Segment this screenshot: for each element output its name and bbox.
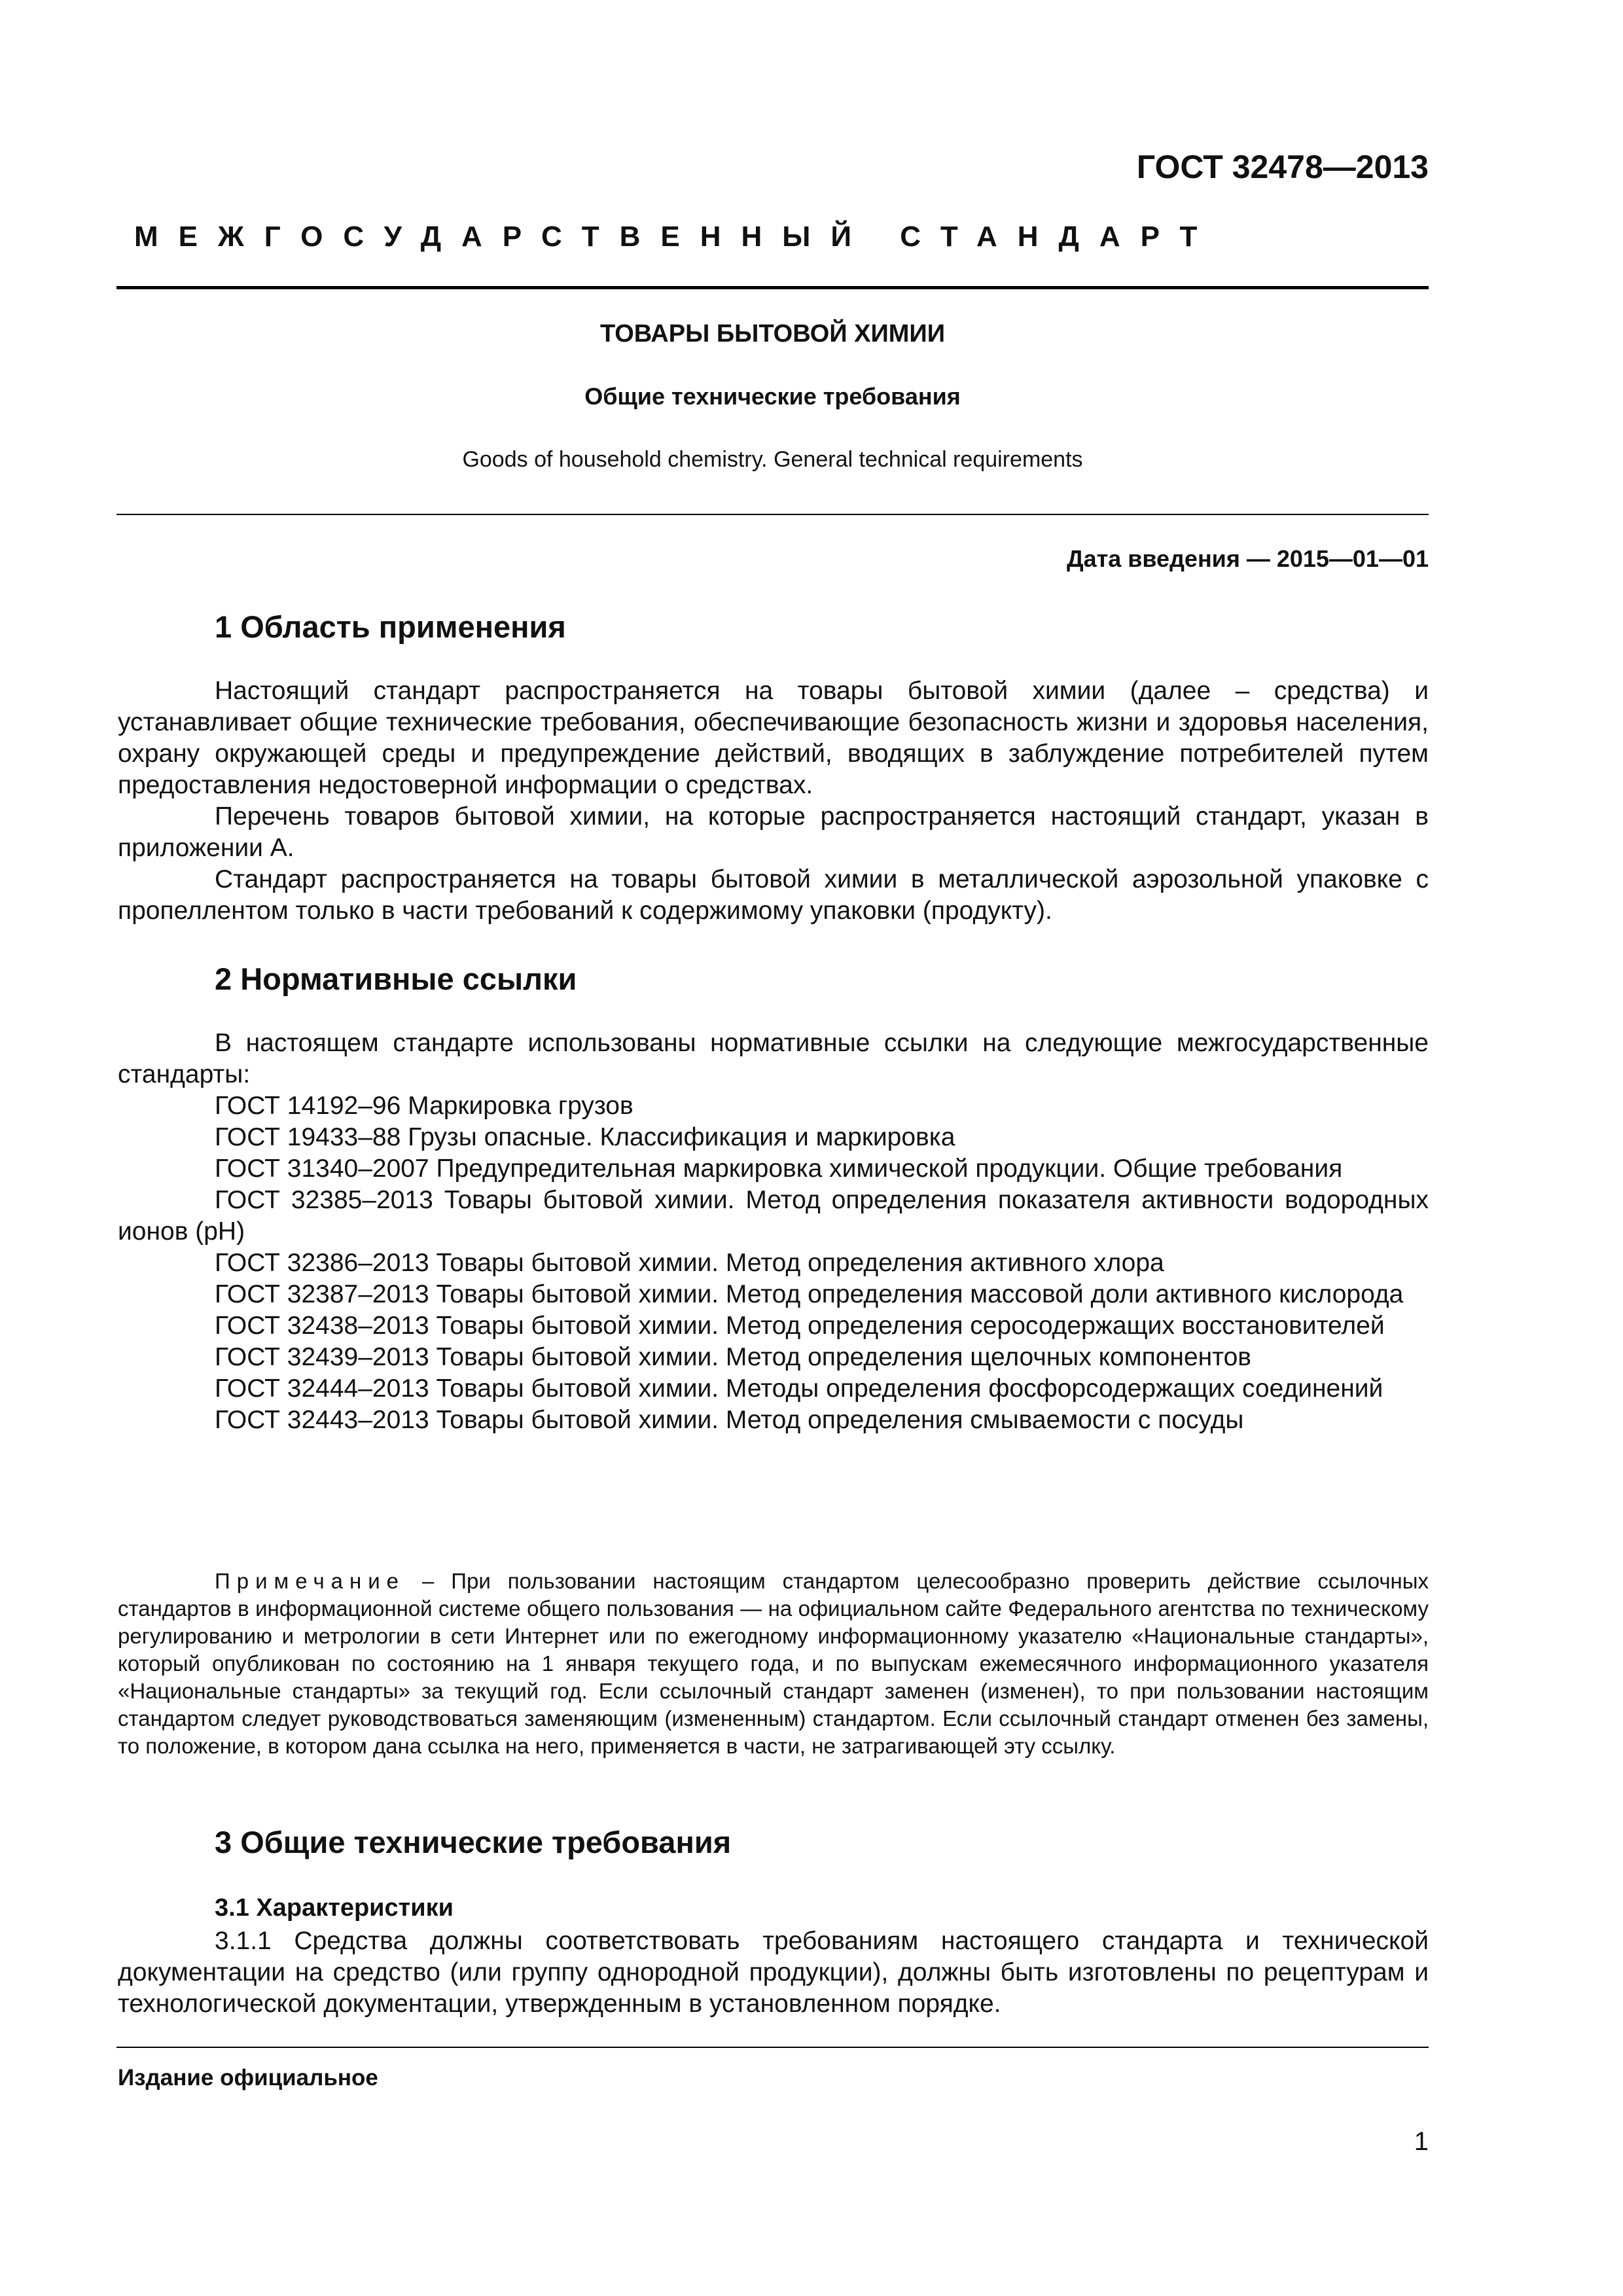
reference-item: ГОСТ 32385–2013 Товары бытовой химии. Метод определения показателя активности водородных ионов (рН) [118,1186,1429,1246]
reference-item: ГОСТ 14192–96 Маркировка грузов [215,1092,633,1120]
introduction-date: Дата введения — 2015—01—01 [1066,545,1429,572]
section-2-body [118,1028,1429,1436]
interstate-standard-label: МЕЖГОСУДАРСТВЕННЫЙ СТАНДАРТ [134,221,1218,253]
header-divider [116,286,1429,289]
section-1-paragraph: Настоящий стандарт распространяется на товары бытовой химии (далее – средства) и устанавливает общие технические требования, обеспечивающие безопасность жизни и здоровья населения, охрану окружающей среды и предупреждение действий, вводящих в заблуждение потребителей путем предоставления недостоверной информации о средствах. [118,677,1429,799]
reference-item: ГОСТ 19433–88 Грузы опасные. Классификация и маркировка [215,1123,955,1151]
reference-item: ГОСТ 32387–2013 Товары бытовой химии. Метод определения массовой доли активного кислорода [215,1280,1404,1308]
section-2-intro: В настоящем стандарте использованы нормативные ссылки на следующие межгосударственные стандарты: [118,1029,1429,1088]
document-title-english: Goods of household chemistry. General technical requirements [462,447,1083,472]
page-number: 1 [1414,2127,1429,2156]
reference-item: ГОСТ 32439–2013 Товары бытовой химии. Метод определения щелочных компонентов [215,1343,1252,1371]
section-1-heading: 1 Область применения [215,609,566,644]
section-3-paragraph: 3.1.1 Средства должны соответствовать требованиям настоящего стандарта и технической документации на средство (или группу однородной продукции), должны быть изготовлены по рецептурам и технологической документации, утвержденным в установленном порядке. [118,1927,1429,2018]
section-2-heading: 2 Нормативные ссылки [215,961,577,996]
document-number: ГОСТ 32478—2013 [1136,149,1429,185]
note-text: – При пользовании настоящим стандартом целесообразно проверить действие ссылочных стандартов в информационной системе общего пользования — на официальном сайте Федерального агентства по техническому регулированию и метрологии в сети Интернет или по ежегодному информационному указателю «Национальные стандарты», который опубликован по состоянию на 1 января текущего года, и по выпускам ежемесячного информационного указателя «Национальные стандарты» за текущий год. Если ссылочный стандарт заменен (изменен), то при пользовании настоящим стандартом следует руководствоваться заменяющим (измененным) стандартом. Если ссылочный стандарт отменен без замены, то положение, в котором дана ссылка на него, применяется в части, не затрагивающей эту ссылку. [118,1569,1429,1758]
official-edition-label: Издание официальное [118,2065,378,2090]
document-subtitle: Общие технические требования [584,383,961,410]
document-title: ТОВАРЫ БЫТОВОЙ ХИМИИ [599,320,946,348]
section-3-body [118,1926,1429,2020]
footer-divider [116,2047,1429,2048]
section-3-heading: 3 Общие технические требования [215,1825,732,1859]
section-1-paragraph: Стандарт распространяется на товары бытовой химии в металлической аэрозольной упаковке с пропеллентом только в части требований к содержимому упаковки (продукту). [118,865,1429,925]
reference-note [118,1568,1429,1760]
reference-item: ГОСТ 32386–2013 Товары бытовой химии. Метод определения активного хлора [215,1249,1164,1277]
reference-item: ГОСТ 31340–2007 Предупредительная маркировка химической продукции. Общие требования [215,1155,1343,1183]
reference-item: ГОСТ 32444–2013 Товары бытовой химии. Методы определения фосфорсодержащих соединений [215,1374,1383,1403]
section-1-body [118,675,1429,927]
section-1-paragraph: Перечень товаров бытовой химии, на которые распространяется настоящий стандарт, указан в приложении А. [118,802,1429,862]
reference-item: ГОСТ 32438–2013 Товары бытовой химии. Метод определения серосодержащих восстановителей [215,1312,1385,1340]
title-divider [116,514,1429,515]
reference-item: ГОСТ 32443–2013 Товары бытовой химии. Метод определения смываемости с посуды [215,1406,1244,1434]
section-3-1-heading: 3.1 Характеристики [215,1894,454,1922]
note-label: Примечание [215,1569,406,1593]
